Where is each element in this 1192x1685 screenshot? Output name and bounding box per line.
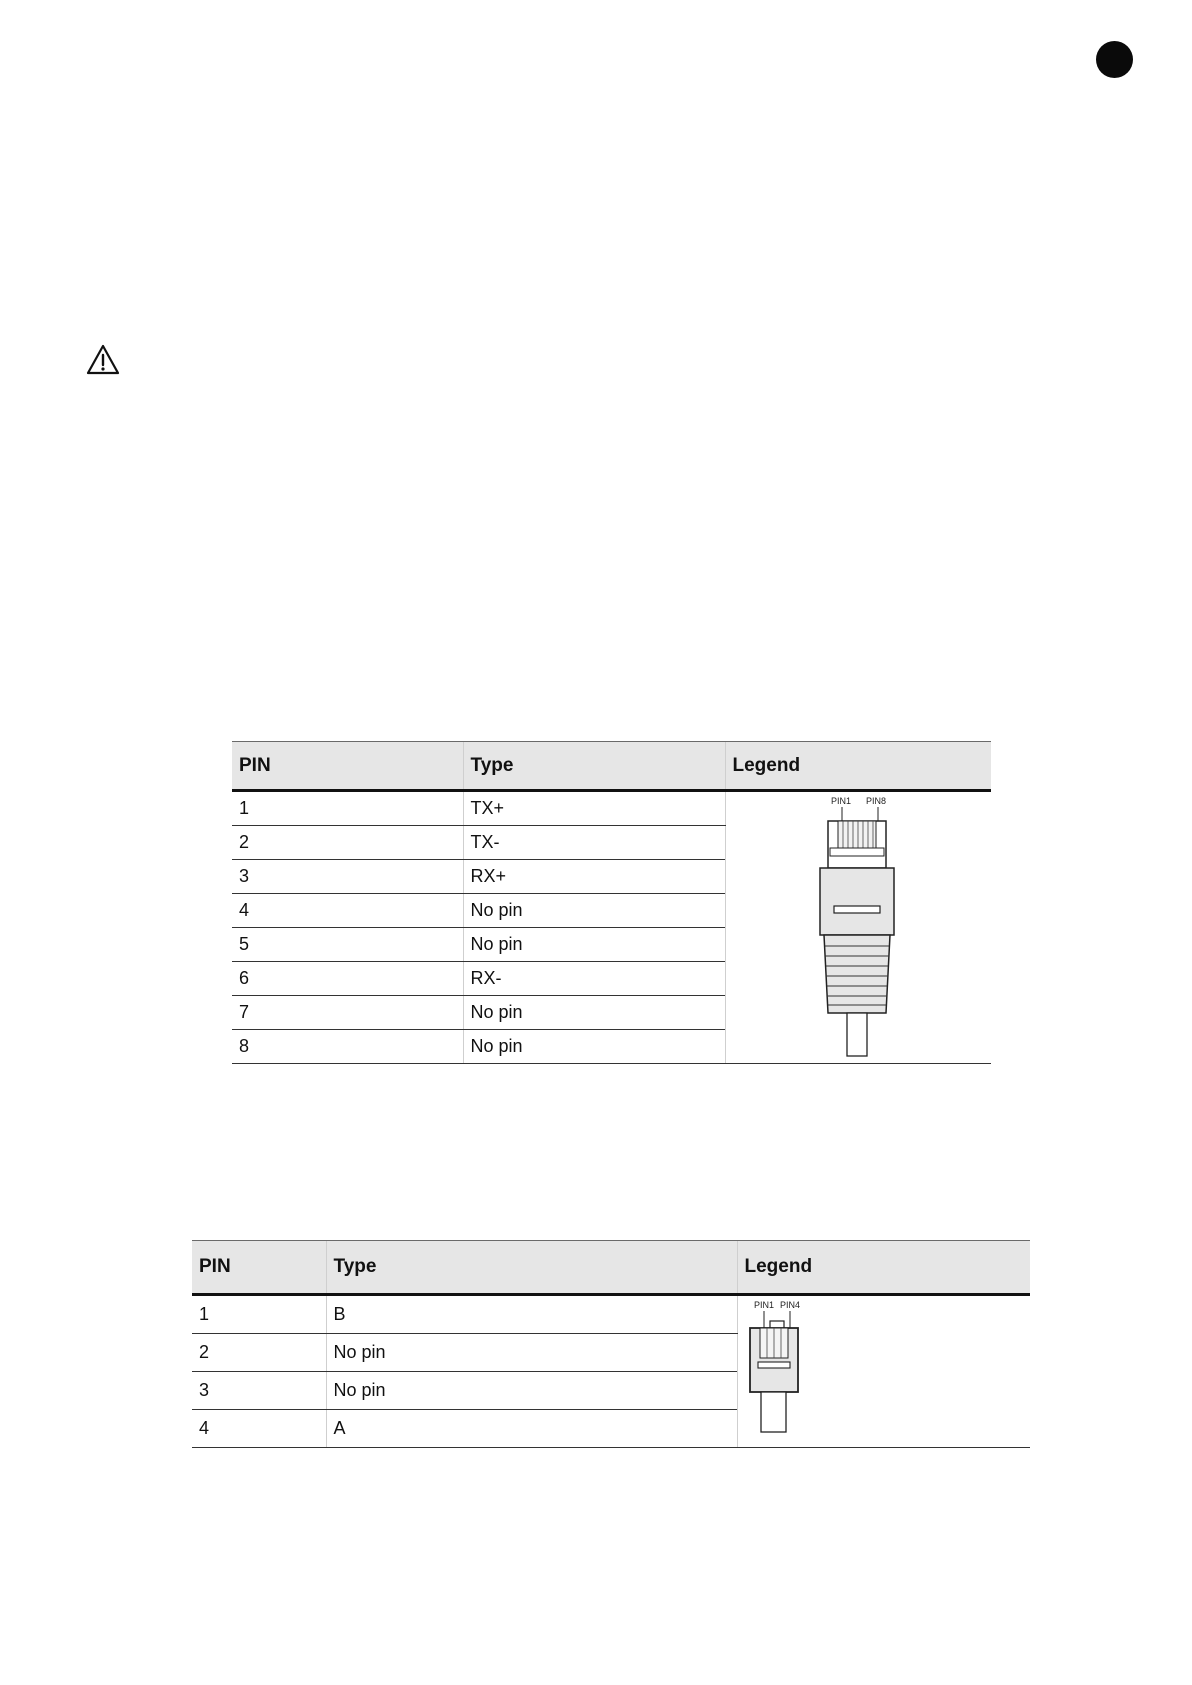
- pin-type: No pin: [463, 1030, 725, 1064]
- pin-number: 4: [192, 1410, 326, 1448]
- legend-label-first: PIN1: [753, 1300, 774, 1310]
- legend-cell: [725, 791, 991, 1064]
- table-header-row: [192, 1241, 1030, 1295]
- pin-type: No pin: [463, 894, 725, 928]
- header-legend: Legend: [725, 742, 991, 791]
- pin-number: 1: [192, 1295, 326, 1334]
- rj11-connector-icon: [738, 1296, 1031, 1446]
- pin-type: No pin: [326, 1372, 737, 1410]
- legend-label-last: PIN4: [779, 1300, 800, 1310]
- header-type: Type: [463, 742, 725, 791]
- legend-label-last: PIN8: [865, 796, 886, 806]
- table-header-row: [232, 742, 991, 791]
- pin-type: B: [326, 1295, 737, 1334]
- rj45-pinout-table: [232, 741, 991, 1064]
- pin-type: TX-: [463, 826, 725, 860]
- pin-number: 5: [232, 928, 463, 962]
- header-legend: Legend: [737, 1241, 1030, 1295]
- header-pin: PIN: [232, 742, 463, 791]
- warning-icon: [86, 344, 120, 376]
- pin-number: 4: [232, 894, 463, 928]
- pin-number: 7: [232, 996, 463, 1030]
- pin-type: RX-: [463, 962, 725, 996]
- pin-type: A: [326, 1410, 737, 1448]
- pin-number: 2: [232, 826, 463, 860]
- pin-type: RX+: [463, 860, 725, 894]
- pin-number: 8: [232, 1030, 463, 1064]
- header-type: Type: [326, 1241, 737, 1295]
- pin-number: 2: [192, 1334, 326, 1372]
- header-pin: PIN: [192, 1241, 326, 1295]
- table-row: [232, 791, 991, 826]
- pin-type: No pin: [326, 1334, 737, 1372]
- pin-number: 3: [232, 860, 463, 894]
- legend-cell: [737, 1295, 1030, 1448]
- page-marker-dot: [1096, 41, 1133, 78]
- rj45-connector-icon: [726, 792, 992, 1062]
- legend-label-first: PIN1: [830, 796, 851, 806]
- pin-type: TX+: [463, 791, 725, 826]
- rj11-pinout-table: [192, 1240, 1030, 1448]
- pin-number: 1: [232, 791, 463, 826]
- table-row: [192, 1295, 1030, 1334]
- pin-number: 3: [192, 1372, 326, 1410]
- pin-type: No pin: [463, 996, 725, 1030]
- pin-number: 6: [232, 962, 463, 996]
- pin-type: No pin: [463, 928, 725, 962]
